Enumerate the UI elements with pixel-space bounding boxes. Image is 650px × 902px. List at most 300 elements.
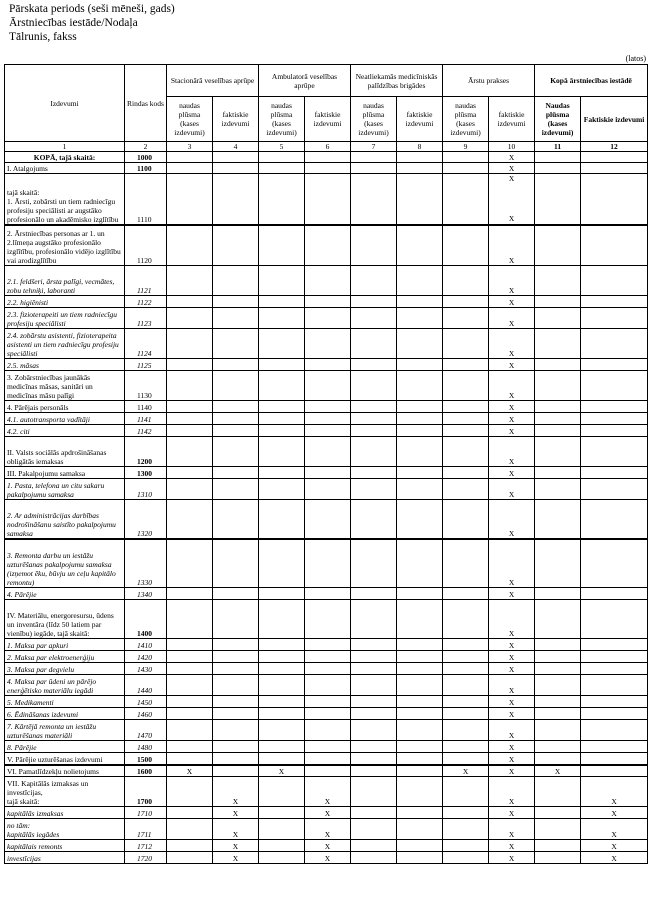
value-cell[interactable]: [351, 401, 397, 413]
value-cell[interactable]: [351, 225, 397, 266]
value-cell[interactable]: X: [489, 675, 535, 696]
value-cell[interactable]: [443, 174, 489, 225]
value-cell[interactable]: X: [489, 479, 535, 500]
value-cell[interactable]: [397, 765, 443, 777]
value-cell[interactable]: [259, 296, 305, 308]
value-cell[interactable]: [167, 651, 213, 663]
value-cell[interactable]: [443, 308, 489, 329]
value-cell[interactable]: [305, 437, 351, 467]
value-cell[interactable]: [259, 675, 305, 696]
value-cell[interactable]: [581, 308, 648, 329]
value-cell[interactable]: [305, 329, 351, 359]
value-cell[interactable]: [443, 500, 489, 539]
value-cell[interactable]: [259, 329, 305, 359]
value-cell[interactable]: [305, 500, 351, 539]
value-cell[interactable]: [351, 467, 397, 479]
value-cell[interactable]: [167, 741, 213, 753]
value-cell[interactable]: [167, 600, 213, 639]
value-cell[interactable]: X: [489, 663, 535, 675]
value-cell[interactable]: [213, 413, 259, 425]
value-cell[interactable]: [305, 600, 351, 639]
value-cell[interactable]: [489, 174, 535, 225]
value-cell[interactable]: [443, 539, 489, 588]
value-cell[interactable]: [443, 401, 489, 413]
value-cell[interactable]: [397, 266, 443, 296]
value-cell[interactable]: [259, 308, 305, 329]
value-cell[interactable]: [213, 588, 259, 600]
value-cell[interactable]: [581, 600, 648, 639]
value-cell[interactable]: X: [213, 852, 259, 864]
value-cell[interactable]: [259, 639, 305, 651]
value-cell[interactable]: [167, 500, 213, 539]
value-cell[interactable]: [351, 371, 397, 401]
value-cell[interactable]: [259, 425, 305, 437]
value-cell[interactable]: [443, 675, 489, 696]
value-cell[interactable]: X: [489, 852, 535, 864]
value-cell[interactable]: [351, 753, 397, 765]
value-cell[interactable]: X: [535, 765, 581, 777]
value-cell[interactable]: [397, 467, 443, 479]
value-cell[interactable]: [443, 639, 489, 651]
value-cell[interactable]: [351, 266, 397, 296]
value-cell[interactable]: X: [489, 266, 535, 296]
value-cell[interactable]: [259, 741, 305, 753]
value-cell[interactable]: [167, 308, 213, 329]
value-cell[interactable]: [397, 437, 443, 467]
value-cell[interactable]: [397, 425, 443, 437]
value-cell[interactable]: X: [489, 308, 535, 329]
value-cell[interactable]: X: [581, 777, 648, 807]
value-cell[interactable]: [581, 163, 648, 174]
value-cell[interactable]: [535, 425, 581, 437]
value-cell[interactable]: [535, 675, 581, 696]
value-cell[interactable]: [213, 539, 259, 588]
value-cell[interactable]: [351, 539, 397, 588]
value-cell[interactable]: [167, 437, 213, 467]
value-cell[interactable]: [259, 720, 305, 741]
value-cell[interactable]: [351, 588, 397, 600]
value-cell[interactable]: [351, 819, 397, 840]
value-cell[interactable]: [213, 479, 259, 500]
value-cell[interactable]: [351, 296, 397, 308]
value-cell[interactable]: [259, 163, 305, 174]
value-cell[interactable]: [167, 413, 213, 425]
value-cell[interactable]: X: [489, 296, 535, 308]
value-cell[interactable]: [397, 720, 443, 741]
value-cell[interactable]: [305, 753, 351, 765]
value-cell[interactable]: [443, 663, 489, 675]
value-cell[interactable]: [397, 741, 443, 753]
value-cell[interactable]: [351, 741, 397, 753]
value-cell[interactable]: [443, 479, 489, 500]
value-cell[interactable]: [581, 413, 648, 425]
value-cell[interactable]: [259, 600, 305, 639]
value-cell[interactable]: [397, 807, 443, 819]
value-cell[interactable]: [167, 588, 213, 600]
value-cell[interactable]: [581, 539, 648, 588]
value-cell[interactable]: [259, 225, 305, 266]
value-cell[interactable]: X: [305, 840, 351, 852]
value-cell[interactable]: [535, 741, 581, 753]
value-cell[interactable]: [443, 588, 489, 600]
value-cell[interactable]: [535, 588, 581, 600]
value-cell[interactable]: [351, 840, 397, 852]
value-cell[interactable]: X: [489, 807, 535, 819]
value-cell[interactable]: [535, 371, 581, 401]
value-cell[interactable]: X: [489, 708, 535, 720]
value-cell[interactable]: [535, 479, 581, 500]
value-cell[interactable]: [535, 401, 581, 413]
value-cell[interactable]: [259, 777, 305, 807]
value-cell[interactable]: [397, 163, 443, 174]
value-cell[interactable]: X: [305, 777, 351, 807]
value-cell[interactable]: [535, 639, 581, 651]
value-cell[interactable]: [535, 152, 581, 163]
value-cell[interactable]: [397, 753, 443, 765]
value-cell[interactable]: [535, 500, 581, 539]
value-cell[interactable]: [443, 425, 489, 437]
value-cell[interactable]: [213, 425, 259, 437]
value-cell[interactable]: [351, 765, 397, 777]
value-cell[interactable]: [305, 425, 351, 437]
value-cell[interactable]: [351, 359, 397, 371]
value-cell[interactable]: [305, 225, 351, 266]
value-cell[interactable]: [305, 675, 351, 696]
value-cell[interactable]: [397, 852, 443, 864]
value-cell[interactable]: X: [489, 753, 535, 765]
value-cell[interactable]: [535, 708, 581, 720]
value-cell[interactable]: X: [489, 819, 535, 840]
value-cell[interactable]: [443, 225, 489, 266]
value-cell[interactable]: [535, 266, 581, 296]
value-cell[interactable]: [443, 720, 489, 741]
value-cell[interactable]: [581, 371, 648, 401]
value-cell[interactable]: [167, 840, 213, 852]
value-cell[interactable]: [581, 437, 648, 467]
value-cell[interactable]: X: [305, 852, 351, 864]
value-cell[interactable]: X: [489, 359, 535, 371]
value-cell[interactable]: X: [489, 163, 535, 174]
value-cell[interactable]: [213, 266, 259, 296]
value-cell[interactable]: [581, 296, 648, 308]
value-cell[interactable]: [397, 588, 443, 600]
value-cell[interactable]: [351, 675, 397, 696]
value-cell[interactable]: X: [489, 720, 535, 741]
value-cell[interactable]: [351, 651, 397, 663]
value-cell[interactable]: [535, 413, 581, 425]
value-cell[interactable]: [305, 539, 351, 588]
value-cell[interactable]: [213, 708, 259, 720]
value-cell[interactable]: [213, 696, 259, 708]
value-cell[interactable]: [305, 359, 351, 371]
value-cell[interactable]: [305, 741, 351, 753]
value-cell[interactable]: [397, 308, 443, 329]
value-cell[interactable]: [535, 539, 581, 588]
value-cell[interactable]: [443, 600, 489, 639]
value-cell[interactable]: [167, 266, 213, 296]
value-cell[interactable]: [535, 359, 581, 371]
value-cell[interactable]: [259, 174, 305, 225]
value-cell[interactable]: [305, 163, 351, 174]
value-cell[interactable]: [443, 266, 489, 296]
value-cell[interactable]: X: [581, 840, 648, 852]
value-cell[interactable]: [397, 696, 443, 708]
value-cell[interactable]: [535, 225, 581, 266]
value-cell[interactable]: [259, 696, 305, 708]
value-cell[interactable]: [397, 639, 443, 651]
value-cell[interactable]: X: [489, 777, 535, 807]
value-cell[interactable]: [581, 663, 648, 675]
value-cell[interactable]: [581, 753, 648, 765]
value-cell[interactable]: [581, 401, 648, 413]
value-cell[interactable]: X: [489, 765, 535, 777]
value-cell[interactable]: [259, 413, 305, 425]
value-cell[interactable]: [167, 819, 213, 840]
value-cell[interactable]: [581, 425, 648, 437]
value-cell[interactable]: [581, 500, 648, 539]
value-cell[interactable]: [397, 708, 443, 720]
value-cell[interactable]: [581, 639, 648, 651]
value-cell[interactable]: [167, 708, 213, 720]
value-cell[interactable]: [259, 500, 305, 539]
value-cell[interactable]: [213, 651, 259, 663]
value-cell[interactable]: X: [489, 225, 535, 266]
value-cell[interactable]: [581, 467, 648, 479]
value-cell[interactable]: [443, 852, 489, 864]
value-cell[interactable]: X: [489, 741, 535, 753]
value-cell[interactable]: [167, 539, 213, 588]
value-cell[interactable]: X: [489, 696, 535, 708]
value-cell[interactable]: [305, 371, 351, 401]
value-cell[interactable]: [305, 639, 351, 651]
value-cell[interactable]: [397, 819, 443, 840]
value-cell[interactable]: [213, 675, 259, 696]
value-cell[interactable]: [581, 708, 648, 720]
value-cell[interactable]: X: [489, 329, 535, 359]
value-cell[interactable]: [167, 467, 213, 479]
value-cell[interactable]: X: [489, 588, 535, 600]
value-cell[interactable]: [351, 696, 397, 708]
value-cell[interactable]: [397, 539, 443, 588]
value-cell[interactable]: [351, 413, 397, 425]
value-cell[interactable]: [351, 308, 397, 329]
value-cell[interactable]: [535, 819, 581, 840]
value-cell[interactable]: [443, 437, 489, 467]
value-cell[interactable]: [581, 741, 648, 753]
value-cell[interactable]: [213, 741, 259, 753]
value-cell[interactable]: [581, 651, 648, 663]
value-cell[interactable]: X: [489, 651, 535, 663]
value-cell[interactable]: [443, 708, 489, 720]
value-cell[interactable]: [535, 753, 581, 765]
value-cell[interactable]: [535, 467, 581, 479]
value-cell[interactable]: [213, 401, 259, 413]
value-cell[interactable]: [535, 720, 581, 741]
value-cell[interactable]: [305, 413, 351, 425]
value-cell[interactable]: [535, 296, 581, 308]
value-cell[interactable]: [443, 777, 489, 807]
value-cell[interactable]: [259, 840, 305, 852]
value-cell[interactable]: [259, 371, 305, 401]
value-cell[interactable]: [213, 600, 259, 639]
value-cell[interactable]: X: [213, 840, 259, 852]
value-cell[interactable]: [167, 479, 213, 500]
value-cell[interactable]: [167, 225, 213, 266]
value-cell[interactable]: [259, 753, 305, 765]
value-cell[interactable]: X: [489, 639, 535, 651]
value-cell[interactable]: [351, 663, 397, 675]
value-cell[interactable]: [351, 639, 397, 651]
value-cell[interactable]: X: [489, 425, 535, 437]
value-cell[interactable]: [397, 371, 443, 401]
value-cell[interactable]: [535, 174, 581, 225]
value-cell[interactable]: [167, 696, 213, 708]
value-cell[interactable]: [443, 329, 489, 359]
value-cell[interactable]: X: [305, 807, 351, 819]
value-cell[interactable]: [535, 437, 581, 467]
value-cell[interactable]: [535, 807, 581, 819]
value-cell[interactable]: [581, 266, 648, 296]
value-cell[interactable]: [581, 329, 648, 359]
value-cell[interactable]: [167, 401, 213, 413]
value-cell[interactable]: [213, 152, 259, 163]
value-cell[interactable]: [167, 152, 213, 163]
value-cell[interactable]: [305, 152, 351, 163]
value-cell[interactable]: [305, 708, 351, 720]
value-cell[interactable]: [167, 359, 213, 371]
value-cell[interactable]: [351, 437, 397, 467]
value-cell[interactable]: [259, 266, 305, 296]
value-cell[interactable]: X: [489, 539, 535, 588]
value-cell[interactable]: X: [489, 371, 535, 401]
value-cell[interactable]: [213, 163, 259, 174]
value-cell[interactable]: [351, 720, 397, 741]
value-cell[interactable]: [535, 696, 581, 708]
value-cell[interactable]: [397, 675, 443, 696]
value-cell[interactable]: [305, 651, 351, 663]
value-cell[interactable]: [443, 467, 489, 479]
value-cell[interactable]: [535, 777, 581, 807]
value-cell[interactable]: [581, 479, 648, 500]
value-cell[interactable]: [213, 174, 259, 225]
value-cell[interactable]: [351, 708, 397, 720]
value-cell[interactable]: [581, 152, 648, 163]
value-cell[interactable]: [259, 401, 305, 413]
value-cell[interactable]: [213, 308, 259, 329]
value-cell[interactable]: [259, 819, 305, 840]
value-cell[interactable]: [397, 401, 443, 413]
value-cell[interactable]: X: [213, 807, 259, 819]
value-cell[interactable]: X: [581, 819, 648, 840]
value-cell[interactable]: [443, 296, 489, 308]
value-cell[interactable]: [397, 777, 443, 807]
value-cell[interactable]: [213, 296, 259, 308]
value-cell[interactable]: [167, 425, 213, 437]
value-cell[interactable]: [397, 329, 443, 359]
value-cell[interactable]: [443, 152, 489, 163]
value-cell[interactable]: [305, 174, 351, 225]
value-cell[interactable]: [535, 852, 581, 864]
value-cell[interactable]: [259, 852, 305, 864]
value-cell[interactable]: X: [581, 852, 648, 864]
value-cell[interactable]: [581, 588, 648, 600]
value-cell[interactable]: [305, 663, 351, 675]
value-cell[interactable]: [535, 840, 581, 852]
value-cell[interactable]: [581, 720, 648, 741]
value-cell[interactable]: [397, 359, 443, 371]
value-cell[interactable]: [351, 163, 397, 174]
value-cell[interactable]: [167, 852, 213, 864]
value-cell[interactable]: [443, 371, 489, 401]
value-cell[interactable]: [351, 777, 397, 807]
value-cell[interactable]: [397, 479, 443, 500]
value-cell[interactable]: [397, 174, 443, 225]
value-cell[interactable]: [167, 663, 213, 675]
value-cell[interactable]: [351, 852, 397, 864]
value-cell[interactable]: [581, 696, 648, 708]
value-cell[interactable]: [351, 500, 397, 539]
value-cell[interactable]: X: [443, 765, 489, 777]
value-cell[interactable]: [351, 329, 397, 359]
value-cell[interactable]: X: [213, 819, 259, 840]
value-cell[interactable]: X: [489, 600, 535, 639]
value-cell[interactable]: X: [489, 840, 535, 852]
value-cell[interactable]: [213, 467, 259, 479]
value-cell[interactable]: [397, 225, 443, 266]
value-cell[interactable]: [397, 296, 443, 308]
value-cell[interactable]: X: [305, 819, 351, 840]
value-cell[interactable]: [213, 639, 259, 651]
value-cell[interactable]: [213, 500, 259, 539]
value-cell[interactable]: [259, 708, 305, 720]
value-cell[interactable]: [535, 663, 581, 675]
value-cell[interactable]: [351, 174, 397, 225]
value-cell[interactable]: [535, 651, 581, 663]
value-cell[interactable]: [581, 225, 648, 266]
value-cell[interactable]: [259, 467, 305, 479]
value-cell[interactable]: [443, 163, 489, 174]
value-cell[interactable]: [397, 413, 443, 425]
value-cell[interactable]: [443, 840, 489, 852]
value-cell[interactable]: X: [581, 807, 648, 819]
value-cell[interactable]: [213, 753, 259, 765]
value-cell[interactable]: [305, 467, 351, 479]
value-cell[interactable]: [213, 371, 259, 401]
value-cell[interactable]: [213, 663, 259, 675]
value-cell[interactable]: [259, 437, 305, 467]
value-cell[interactable]: [167, 675, 213, 696]
value-cell[interactable]: [581, 675, 648, 696]
value-cell[interactable]: [305, 479, 351, 500]
value-cell[interactable]: [443, 741, 489, 753]
value-cell[interactable]: [259, 539, 305, 588]
value-cell[interactable]: [259, 588, 305, 600]
value-cell[interactable]: [397, 663, 443, 675]
value-cell[interactable]: [167, 371, 213, 401]
value-cell[interactable]: [213, 765, 259, 777]
value-cell[interactable]: [535, 329, 581, 359]
value-cell[interactable]: X: [489, 413, 535, 425]
value-cell[interactable]: [305, 401, 351, 413]
value-cell[interactable]: [443, 807, 489, 819]
value-cell[interactable]: [305, 296, 351, 308]
value-cell[interactable]: [167, 639, 213, 651]
value-cell[interactable]: X: [213, 777, 259, 807]
value-cell[interactable]: [259, 807, 305, 819]
value-cell[interactable]: X: [489, 500, 535, 539]
value-cell[interactable]: [259, 359, 305, 371]
value-cell[interactable]: [305, 308, 351, 329]
